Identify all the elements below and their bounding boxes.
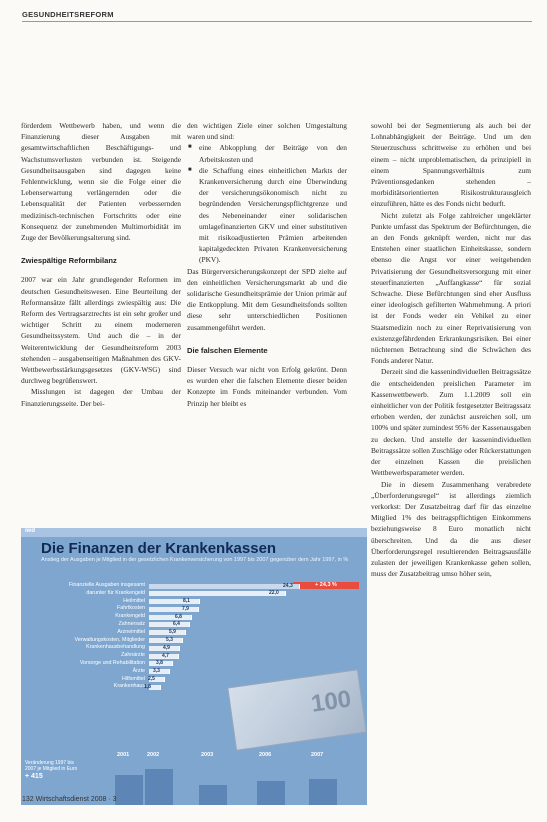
bar-label: Verwaltungskosten, Mitglieder bbox=[74, 636, 145, 643]
bar-value-label: 4,7 bbox=[162, 652, 169, 659]
bar-label: Zahnärzte bbox=[121, 652, 145, 659]
bar-row bbox=[31, 637, 361, 645]
bar-label: Ärzte bbox=[132, 667, 145, 674]
year-label: 2003 bbox=[201, 752, 214, 758]
bar-row bbox=[31, 605, 361, 613]
bar-value-label: 8,1 bbox=[183, 598, 190, 605]
year-bar bbox=[257, 781, 285, 805]
bar-row bbox=[31, 629, 361, 637]
figure-subtitle: Anstieg der Ausgaben je Mitglied in der gesetzlichen Krankenversicherung von 1997 bis 2007 gegenüber dem Jahr 1997, in % bbox=[41, 557, 349, 563]
paragraph: Die in diesem Zusammenhang verabredete „Überforderungsregel“ ist allerdings ziemlich verkorkst: Der Zusatzbeitrag darf für das einzelne Mitglied 1% des beitragspflichtigen Einkommens beziehungsweise 8 Euro monatlich nicht überschreiten. Und da die aus dieser Überforderungsregel resultierenden Beitragsausfälle zulasten der jeweiligen Krankenkasse gehen sollen, muss der Zusatzbeitrag umso höher sein, bbox=[371, 479, 531, 579]
bar-row bbox=[31, 683, 361, 691]
bar-value-label: 6,4 bbox=[173, 621, 180, 628]
bar-value-label: 24,3 bbox=[283, 582, 293, 589]
year-label: 2006 bbox=[259, 752, 272, 758]
list-item: ■ eine Abkopplung der Beiträge von den Arbeitskosten und bbox=[199, 142, 347, 164]
year-bar bbox=[199, 785, 227, 805]
bar-label: Hilfsmittel bbox=[122, 675, 145, 682]
bar bbox=[149, 622, 190, 627]
bar bbox=[149, 584, 300, 589]
figure-title: Die Finanzen der Krankenkassen bbox=[41, 540, 277, 557]
year-bar bbox=[145, 769, 173, 805]
bar-value-label: 4,9 bbox=[163, 644, 170, 651]
subheading: Zwiespältige Reformbilanz bbox=[21, 256, 117, 266]
bar-label: Krankengeld bbox=[115, 613, 145, 620]
bar-label: Fahrtkosten bbox=[117, 605, 145, 612]
subheading: Die falschen Elemente bbox=[187, 345, 268, 355]
paragraph: 2007 war ein Jahr grundlegender Reformen im deutschen Gesundheitswesen. Eine Beurteilung der Reformansätze fällt allerdings zwiespältig aus: Die Reform des Vertragsarztrechts ist ein sehr großer und wichtiger Schritt zu einem moderneren Gesundheitssystem. Und auch die – in der Weiterentwicklung der Gesundheitsreform 2003 stehenden – ausgabenseitigen Maßnahmen des GKV-Wettbewerbsstärkungsgesetzes (GKV-WSG) sind durchweg begrüßenswert. bbox=[21, 275, 181, 386]
bar-value-label: 5,9 bbox=[169, 629, 176, 636]
text-column-2 bbox=[187, 120, 347, 409]
bar bbox=[149, 607, 199, 612]
paragraph: Nicht zuletzt als Folge zahlreicher ungeklärter Punkte umfasst das Spektrum der Befürchtungen, die an den Fonds geknüpft werden, nicht nur das Entstehen einer staatlichen Einheitskasse, sondern ebenso die Angst vor einer weitgehenden Privatisierung der Gesundheitsversorgung mit einer steuerfinanzierten „Auffangkasse“ für sozial Schwache. Diese Befürchtungen sind eher Ausfluss einer ideologisch gefilterten Wahrnehmung. A priori ist der Fonds weder ein Vehikel zu einer Staatsmedizin noch zu einer Reprivatisierung von existenzgefährdenden Erkrankungsrisiken. Bei einer nüchternen Betrachtung sind die Schwächen des Fonds anderer Natur. bbox=[371, 210, 531, 366]
bar-value-label: 1,8 bbox=[144, 683, 151, 690]
bar-value-label: 22,0 bbox=[269, 590, 279, 597]
bar-row bbox=[31, 582, 361, 590]
bar bbox=[149, 591, 286, 596]
bar bbox=[149, 630, 186, 635]
bar-row bbox=[31, 598, 361, 606]
bar bbox=[149, 615, 192, 620]
bar-row bbox=[31, 621, 361, 629]
bar-row bbox=[31, 660, 361, 668]
bar-label: darunter für Krankengeld bbox=[86, 589, 145, 596]
year-bar bbox=[115, 775, 143, 805]
bar-row bbox=[31, 590, 361, 598]
bar-label: Zahnersatz bbox=[118, 620, 145, 627]
bar-label: Heilmittel bbox=[123, 597, 145, 604]
list-item: ■ die Schaffung eines einheitlichen Markts der Krankenversicherung durch eine Überwindung der versicherungsökonomisch nicht zu begründenden Versicherungspflichtgrenze und des Nebeneinander einer solidarischen umlagefinanzierten GKV und einer substitutiven mit risikoadjustierten Prämien arbeitenden kapitalgedeckten Privaten Krankenversicherung (PKV). bbox=[199, 165, 347, 266]
paragraph: Derzeit sind die kassenindividuellen Beitragssätze die entscheidenden preislichen Parameter im Kassenwettbewerb. Zum 1.1.2009 soll ein einheitlicher von der Politik festgesetzter Beitragssatz erhoben werden, der zunächst ausreichen soll, um 100% und später zumindest 95% der Kassenausgaben zu decken. Und anstelle der kassenindividuellen Beitragssätze sollen Zuschläge oder Rückerstattungen der einzelnen Kassen die preislichen Wettbewerbsparameter werden. bbox=[371, 367, 531, 478]
bar-label: Vorsorge und Rehabilitation bbox=[79, 659, 145, 666]
bar-row bbox=[31, 613, 361, 621]
page-footer: 132 Wirtschaftsdienst 2008 · 3 bbox=[22, 796, 117, 803]
bar-chart bbox=[31, 582, 361, 691]
highlight-value: + 24,3 % bbox=[293, 582, 359, 589]
bar-value-label: 6,8 bbox=[175, 613, 182, 620]
bar-value-label: 2,5 bbox=[148, 676, 155, 683]
text-column-1 bbox=[21, 120, 181, 409]
bullet-list bbox=[187, 142, 347, 265]
figure-note-text: Veränderung 1997 bis 2007 je Mitglied in Euro bbox=[25, 760, 78, 772]
figure-note bbox=[25, 760, 85, 780]
paragraph: sowohl bei der Segmentierung als auch bei der Lohnabhängigkeit der Beiträge. Und um den Steuerzuschuss schrittweise zu erhöhen und bei einem – nicht unproblematischen, da prinzipiell in einem Spannungsverhältnis zum Präventionsgedanken stehenden – morbiditätsorientierten Risikostrukturausgleich einzuführen, hätte es des Fonds nicht bedurft. bbox=[371, 121, 531, 209]
bar-label: Arzneimittel bbox=[117, 628, 145, 635]
bar-value-label: 3,3 bbox=[153, 668, 160, 675]
bar-row bbox=[31, 644, 361, 652]
text-column-3 bbox=[371, 120, 531, 579]
year-label: 2007 bbox=[311, 752, 324, 758]
year-label: 2002 bbox=[147, 752, 160, 758]
section-header: GESUNDHEITSREFORM bbox=[22, 10, 532, 22]
bar-label: Krankenhausbehandlung bbox=[86, 644, 145, 651]
bar-label: Krankenhaus bbox=[113, 683, 145, 690]
bar-value-label: 3,8 bbox=[156, 660, 163, 667]
figure-note-value: + 415 bbox=[25, 773, 43, 780]
figure-tag: iwd bbox=[21, 528, 367, 537]
bar-value-label: 5,3 bbox=[166, 637, 173, 644]
bar-value-label: 7,9 bbox=[182, 605, 189, 612]
year-bar bbox=[309, 779, 337, 805]
infographic-figure bbox=[21, 528, 367, 805]
paragraph: den wichtigen Ziele einer solchen Umgestaltung waren und sind: bbox=[187, 121, 347, 142]
bar-row bbox=[31, 668, 361, 676]
paragraph: Dieser Versuch war nicht von Erfolg gekrönt. Denn es wurden eher die falschen Elemente dieser beiden Konzepte im Fonds miteinander verbunden. Vom Prinzip her bleibt es bbox=[187, 365, 347, 408]
bar-label: Finanzielle Ausgaben insgesamt bbox=[69, 582, 145, 588]
paragraph: förderdem Wettbewerb haben, und wenn die Finanzierung dieser Ausgaben mit gesamtwirtschaftlichen Beschäftigungs- und Wachstumsverlusten verbunden ist. Steigende Gesundheitsausgaben sind dagegen keine Fehlentwicklung, wenn sie die Folge einer die Lebenserwartung verlängernden oder die Lebensqualität der Patienten verbessernden medizinisch-technischen Fortschritts oder eine Konsequenz der zunehmenden Multimorbidität im Zuge der Bevölkerungsalterung sind. bbox=[21, 121, 181, 243]
paragraph: Misslungen ist dagegen der Umbau der Finanzierungsseite. Der bei- bbox=[21, 387, 181, 408]
bar-row bbox=[31, 676, 361, 684]
year-label: 2001 bbox=[117, 752, 130, 758]
bar-row bbox=[31, 652, 361, 660]
bar bbox=[149, 599, 200, 604]
paragraph: Das Bürgerversicherungskonzept der SPD zielte auf den einheitlichen Versicherungsmarkt ab und die solidarische Gesundheitsprämie der Union primär auf die Entkopplung. Mit dem Gesundheitsfonds sollten diese sehr unterschiedlichen Positionen zusammengeführt werden. bbox=[187, 266, 347, 332]
